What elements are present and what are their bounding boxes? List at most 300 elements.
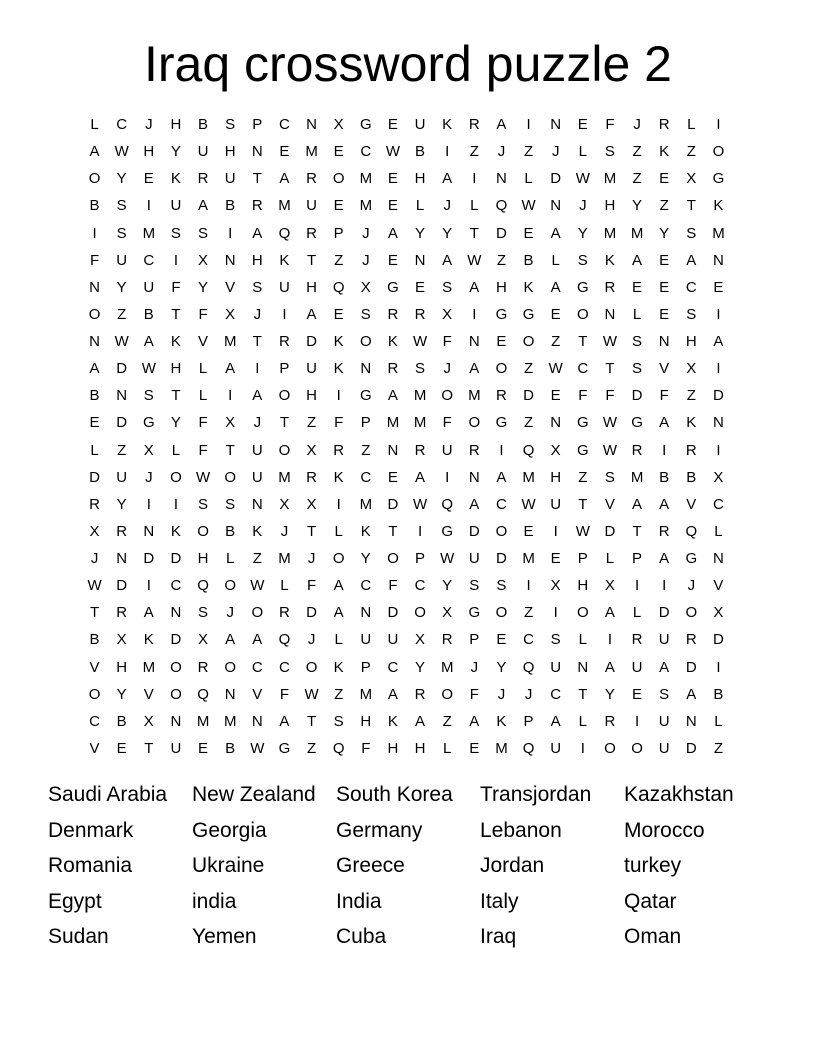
grid-letter: K: [170, 170, 181, 188]
grid-letter: Y: [198, 278, 209, 296]
grid-letter: I: [662, 441, 667, 459]
grid-letter: C: [360, 468, 372, 486]
grid-letter: O: [604, 739, 616, 757]
grid-letter: X: [198, 251, 209, 269]
word-bank-item: Transjordan: [480, 783, 592, 806]
grid-letter: Z: [334, 251, 344, 269]
grid-letter: A: [252, 631, 263, 649]
grid-letter: U: [658, 631, 670, 649]
grid-letter: Y: [577, 224, 588, 242]
grid-letter: P: [360, 414, 371, 432]
grid-letter: I: [336, 495, 341, 513]
grid-letter: E: [143, 170, 154, 188]
grid-letter: B: [198, 116, 209, 134]
grid-letter: K: [387, 712, 398, 730]
grid-letter: D: [604, 522, 616, 540]
grid-letter: T: [605, 360, 615, 378]
grid-letter: A: [89, 360, 100, 378]
grid-letter: T: [171, 387, 181, 405]
grid-letter: Q: [278, 224, 291, 242]
grid-letter: O: [495, 604, 508, 622]
grid-letter: O: [88, 305, 101, 323]
grid-letter: Z: [713, 739, 724, 757]
grid-letter: W: [602, 414, 618, 432]
word-bank-item: South Korea: [336, 783, 453, 806]
grid-letter: D: [116, 360, 128, 378]
grid-letter: M: [196, 712, 210, 730]
grid-letter: E: [632, 685, 643, 703]
word-bank-item: New Zealand: [192, 783, 316, 806]
grid-letter: T: [578, 495, 588, 513]
grid-letter: L: [632, 305, 642, 323]
grid-letter: R: [306, 224, 317, 242]
grid-letter: X: [415, 631, 426, 649]
grid-letter: E: [713, 278, 724, 296]
grid-letter: U: [306, 360, 317, 378]
grid-letter: J: [524, 685, 533, 703]
grid-letter: Z: [117, 441, 127, 459]
grid-letter: K: [604, 251, 615, 269]
grid-letter: C: [496, 495, 507, 513]
grid-letter: V: [686, 495, 697, 513]
grid-letter: T: [279, 414, 290, 432]
grid-letter: I: [228, 387, 233, 405]
grid-letter: U: [387, 631, 399, 649]
grid-letter: R: [89, 495, 100, 513]
grid-letter: Z: [469, 143, 479, 161]
grid-letter: O: [197, 522, 209, 540]
grid-letter: O: [224, 468, 237, 486]
grid-letter: N: [170, 604, 182, 622]
grid-letter: T: [306, 522, 317, 540]
grid-letter: A: [550, 224, 561, 242]
grid-letter: U: [550, 495, 562, 513]
grid-letter: U: [414, 116, 426, 134]
grid-letter: A: [659, 658, 670, 676]
grid-letter: W: [250, 577, 265, 595]
grid-letter: D: [387, 495, 399, 513]
grid-letter: C: [279, 116, 290, 134]
grid-letter: T: [306, 251, 317, 269]
grid-letter: X: [198, 631, 209, 649]
grid-letter: W: [521, 197, 536, 215]
grid-letter: L: [334, 631, 343, 649]
grid-letter: Z: [496, 251, 507, 269]
grid-letter: A: [632, 495, 643, 513]
grid-letter: O: [441, 685, 454, 703]
grid-letter: O: [224, 577, 237, 595]
grid-letter: E: [632, 278, 643, 296]
grid-letter: Z: [523, 143, 534, 161]
grid-letter: F: [306, 577, 317, 595]
grid-letter: O: [712, 143, 725, 161]
grid-letter: A: [387, 387, 398, 405]
grid-letter: X: [225, 305, 236, 323]
grid-letter: P: [252, 116, 263, 134]
grid-letter: H: [251, 251, 263, 269]
grid-letter: K: [252, 522, 263, 540]
grid-letter: S: [442, 278, 453, 296]
grid-letter: M: [142, 658, 156, 676]
grid-letter: I: [336, 387, 341, 405]
grid-letter: N: [414, 251, 426, 269]
grid-letter: A: [252, 224, 263, 242]
grid-letter: Q: [685, 522, 698, 540]
grid-letter: N: [468, 468, 480, 486]
grid-letter: J: [497, 685, 506, 703]
grid-letter: A: [469, 360, 480, 378]
grid-letter: A: [143, 333, 154, 351]
grid-letter: Z: [117, 305, 127, 323]
grid-letter: D: [116, 577, 128, 595]
grid-letter: L: [551, 251, 560, 269]
grid-letter: E: [198, 739, 209, 757]
grid-letter: U: [441, 441, 453, 459]
grid-letter: T: [578, 333, 588, 351]
grid-letter: J: [253, 305, 262, 323]
grid-letter: R: [631, 631, 643, 649]
grid-letter: E: [333, 305, 344, 323]
grid-letter: I: [173, 495, 179, 513]
grid-letter: D: [685, 739, 697, 757]
grid-letter: D: [387, 604, 399, 622]
grid-letter: M: [495, 739, 508, 757]
grid-letter: S: [604, 143, 615, 161]
grid-letter: R: [387, 360, 399, 378]
grid-letter: I: [553, 604, 558, 622]
grid-letter: I: [173, 251, 179, 269]
grid-letter: U: [658, 739, 670, 757]
grid-letter: A: [469, 712, 480, 730]
grid-letter: T: [225, 441, 235, 459]
grid-letter: T: [252, 170, 262, 188]
grid-letter: B: [659, 468, 670, 486]
grid-letter: W: [548, 360, 563, 378]
grid-letter: I: [255, 360, 260, 378]
grid-letter: E: [387, 251, 398, 269]
grid-letter: K: [333, 468, 344, 486]
grid-letter: I: [716, 441, 721, 459]
grid-letter: J: [633, 116, 641, 134]
grid-letter: M: [522, 468, 535, 486]
grid-letter: B: [225, 197, 236, 215]
grid-letter: W: [250, 739, 265, 757]
grid-letter: J: [497, 143, 506, 161]
grid-letter: L: [470, 197, 479, 215]
grid-letter: U: [251, 468, 263, 486]
grid-letter: B: [686, 468, 697, 486]
grid-letter: C: [713, 495, 724, 513]
grid-letter: A: [496, 468, 507, 486]
grid-letter: D: [468, 522, 480, 540]
grid-letter: R: [658, 116, 670, 134]
grid-letter: I: [92, 224, 97, 242]
grid-letter: Y: [415, 224, 426, 242]
grid-letter: M: [630, 468, 644, 486]
grid-letter: A: [686, 251, 697, 269]
grid-letter: P: [469, 631, 480, 649]
grid-letter: A: [333, 577, 344, 595]
grid-letter: U: [116, 251, 128, 269]
grid-letter: D: [170, 550, 182, 568]
grid-letter: N: [468, 333, 480, 351]
grid-letter: L: [605, 550, 615, 568]
grid-letter: D: [523, 387, 534, 405]
grid-letter: S: [360, 305, 371, 323]
grid-letter: T: [171, 305, 181, 323]
grid-letter: E: [659, 251, 670, 269]
grid-letter: K: [360, 522, 371, 540]
grid-letter: K: [143, 631, 154, 649]
grid-letter: J: [443, 197, 451, 215]
grid-letter: A: [686, 685, 697, 703]
grid-letter: I: [580, 739, 585, 757]
grid-letter: G: [359, 116, 372, 134]
grid-letter: Y: [116, 495, 127, 513]
grid-letter: I: [146, 577, 151, 595]
grid-letter: T: [632, 522, 642, 540]
grid-letter: R: [279, 333, 290, 351]
grid-letter: L: [632, 604, 642, 622]
grid-letter: A: [279, 170, 290, 188]
word-bank-item: Qatar: [624, 889, 677, 913]
word-bank-item: India: [336, 889, 382, 913]
grid-letter: E: [387, 116, 398, 134]
grid-letter: X: [89, 522, 100, 540]
grid-letter: A: [550, 712, 561, 730]
grid-letter: A: [225, 631, 236, 649]
grid-letter: A: [306, 305, 317, 323]
grid-letter: L: [714, 522, 723, 540]
grid-letter: E: [496, 631, 507, 649]
grid-letter: Q: [522, 739, 535, 757]
grid-letter: Z: [686, 143, 696, 161]
grid-letter: E: [279, 143, 290, 161]
grid-letter: A: [659, 495, 670, 513]
grid-letter: R: [414, 305, 426, 323]
grid-letter: Y: [170, 143, 181, 161]
grid-letter: E: [333, 143, 344, 161]
word-bank-item: india: [192, 889, 237, 913]
grid-letter: N: [577, 658, 589, 676]
grid-letter: A: [604, 604, 615, 622]
grid-letter: I: [716, 305, 721, 323]
grid-letter: H: [170, 116, 182, 134]
grid-letter: M: [603, 224, 617, 242]
word-bank-item: Kazakhstan: [624, 783, 734, 806]
grid-letter: J: [687, 577, 696, 595]
grid-letter: M: [142, 224, 156, 242]
grid-letter: E: [577, 116, 588, 134]
grid-letter: R: [251, 197, 263, 215]
grid-letter: W: [114, 333, 129, 351]
grid-letter: U: [631, 658, 643, 676]
grid-letter: N: [224, 685, 236, 703]
grid-letter: Y: [116, 278, 127, 296]
grid-letter: I: [607, 631, 613, 649]
word-bank-item: Lebanon: [480, 818, 562, 842]
grid-letter: U: [170, 739, 182, 757]
grid-letter: K: [333, 333, 344, 351]
grid-letter: D: [306, 333, 317, 351]
grid-letter: Y: [116, 685, 127, 703]
grid-letter: S: [632, 333, 643, 351]
grid-letter: G: [631, 414, 643, 432]
grid-letter: D: [306, 604, 317, 622]
grid-letter: R: [441, 631, 453, 649]
grid-letter: D: [631, 387, 643, 405]
grid-letter: C: [170, 577, 182, 595]
grid-letter: R: [306, 468, 317, 486]
grid-letter: C: [685, 278, 697, 296]
grid-letter: Q: [278, 631, 291, 649]
grid-letter: L: [334, 522, 343, 540]
grid-letter: I: [662, 577, 667, 595]
grid-letter: U: [116, 468, 128, 486]
grid-letter: H: [360, 712, 372, 730]
grid-letter: S: [116, 224, 127, 242]
grid-letter: N: [116, 550, 128, 568]
grid-letter: M: [305, 143, 318, 161]
grid-letter: R: [468, 441, 480, 459]
grid-letter: R: [658, 522, 670, 540]
word-bank-item: Cuba: [336, 925, 387, 948]
grid-letter: R: [387, 305, 399, 323]
grid-letter: R: [333, 441, 345, 459]
grid-letter: R: [197, 170, 209, 188]
grid-letter: O: [305, 658, 318, 676]
grid-letter: T: [686, 197, 696, 215]
grid-letter: O: [251, 604, 264, 622]
grid-letter: J: [90, 550, 99, 568]
grid-letter: Q: [441, 495, 454, 513]
grid-letter: B: [89, 387, 100, 405]
grid-letter: X: [306, 495, 317, 513]
grid-letter: F: [469, 685, 479, 703]
grid-letter: A: [604, 658, 615, 676]
grid-letter: K: [387, 333, 398, 351]
grid-letter: R: [116, 604, 128, 622]
grid-letter: H: [170, 360, 182, 378]
grid-letter: C: [387, 658, 399, 676]
grid-letter: R: [468, 116, 480, 134]
grid-letter: N: [306, 116, 317, 134]
grid-letter: G: [576, 441, 589, 459]
grid-letter: B: [143, 305, 154, 323]
page-title: Iraq crossword puzzle 2: [143, 36, 672, 92]
grid-letter: L: [198, 360, 208, 378]
grid-letter: W: [412, 495, 428, 513]
grid-letter: T: [252, 333, 262, 351]
grid-letter: I: [146, 495, 151, 513]
grid-letter: U: [306, 197, 317, 215]
grid-letter: I: [472, 170, 477, 188]
grid-letter: Z: [659, 197, 669, 215]
grid-letter: M: [223, 712, 237, 730]
grid-letter: W: [412, 333, 428, 351]
grid-letter: F: [442, 333, 452, 351]
grid-letter: E: [469, 739, 480, 757]
word-bank-item: Saudi Arabia: [48, 783, 168, 806]
grid-letter: S: [198, 604, 209, 622]
grid-letter: H: [685, 333, 697, 351]
grid-letter: X: [143, 441, 154, 459]
grid-letter: F: [198, 414, 208, 432]
grid-letter: R: [604, 278, 616, 296]
grid-letter: M: [413, 414, 427, 432]
letter-grid: [81, 111, 732, 762]
grid-letter: O: [224, 658, 237, 676]
grid-letter: C: [360, 577, 372, 595]
grid-letter: B: [225, 522, 236, 540]
grid-letter: R: [116, 522, 128, 540]
grid-letter: O: [685, 604, 698, 622]
grid-letter: G: [387, 278, 399, 296]
grid-letter: F: [361, 739, 371, 757]
grid-letter: Y: [360, 550, 371, 568]
grid-letter: L: [226, 550, 235, 568]
grid-letter: G: [685, 550, 698, 568]
grid-letter: N: [713, 550, 724, 568]
grid-letter: C: [550, 685, 562, 703]
grid-letter: A: [469, 495, 480, 513]
grid-letter: O: [170, 658, 182, 676]
grid-letter: H: [550, 468, 562, 486]
grid-letter: E: [550, 387, 561, 405]
grid-letter: K: [686, 414, 697, 432]
grid-letter: J: [579, 197, 587, 215]
grid-letter: I: [634, 577, 640, 595]
grid-letter: R: [414, 441, 426, 459]
grid-letter: X: [686, 360, 697, 378]
grid-letter: W: [575, 170, 590, 188]
grid-letter: N: [387, 441, 399, 459]
grid-letter: M: [413, 387, 427, 405]
grid-letter: N: [143, 522, 155, 540]
grid-letter: L: [687, 116, 696, 134]
grid-letter: X: [143, 712, 154, 730]
grid-letter: M: [603, 170, 617, 188]
grid-letter: X: [550, 577, 561, 595]
grid-letter: Y: [442, 577, 453, 595]
grid-letter: W: [141, 360, 156, 378]
grid-letter: V: [659, 360, 670, 378]
grid-letter: B: [89, 197, 100, 215]
grid-letter: Z: [523, 604, 534, 622]
grid-letter: N: [251, 143, 263, 161]
grid-letter: G: [495, 305, 508, 323]
grid-letter: B: [713, 685, 724, 703]
word-bank-item: Morocco: [624, 818, 705, 842]
grid-letter: S: [496, 577, 507, 595]
grid-letter: I: [716, 116, 721, 134]
grid-letter: Z: [252, 550, 262, 568]
grid-letter: M: [386, 414, 400, 432]
grid-letter: E: [659, 278, 670, 296]
grid-letter: K: [442, 116, 453, 134]
grid-letter: N: [89, 333, 100, 351]
grid-letter: R: [496, 387, 507, 405]
grid-letter: Z: [306, 414, 317, 432]
grid-letter: H: [387, 739, 399, 757]
grid-letter: Q: [495, 197, 508, 215]
grid-letter: N: [251, 712, 263, 730]
grid-letter: M: [359, 495, 373, 513]
grid-letter: U: [468, 550, 480, 568]
grid-letter: L: [198, 387, 208, 405]
grid-letter: N: [713, 251, 724, 269]
grid-letter: A: [198, 197, 209, 215]
